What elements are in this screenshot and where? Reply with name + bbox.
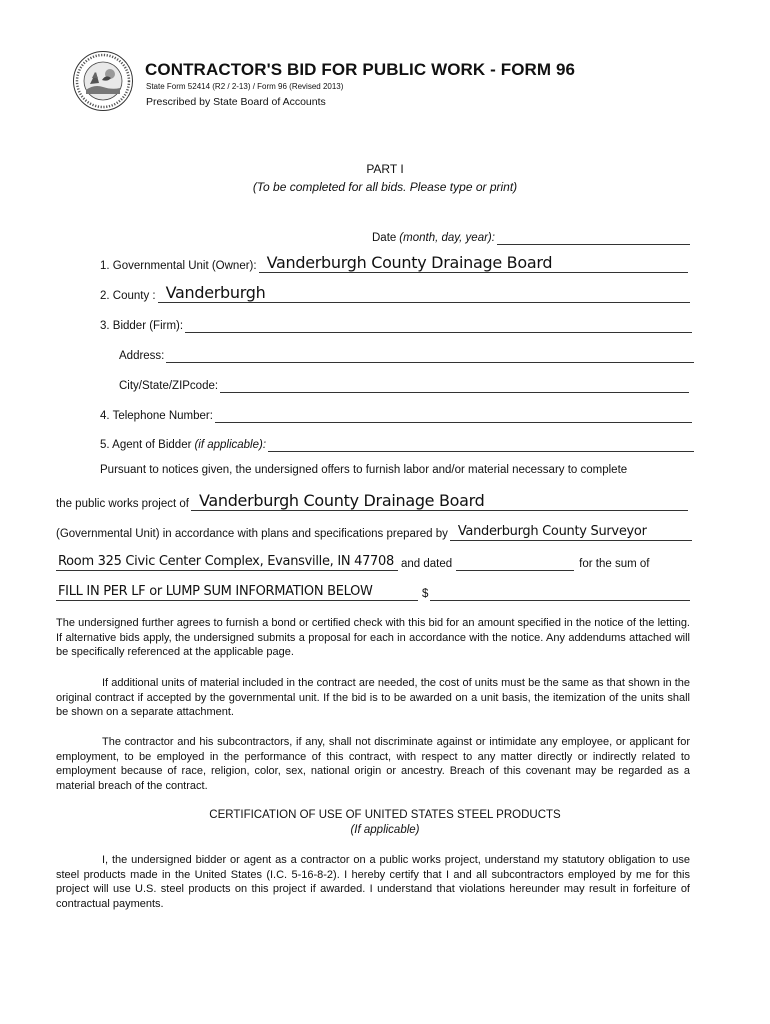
pursuant-line bbox=[100, 464, 627, 477]
sum-note-value: FILL IN PER LF or LUMP SUM INFORMATION BELOW bbox=[58, 584, 373, 599]
form-title: CONTRACTOR'S BID FOR PUBLIC WORK - FORM 96 bbox=[145, 60, 576, 79]
units-paragraph: If additional units of material included in the contract are needed, the cost of units must be the same as that shown in the original contract if accepted by the governmental unit. If the bid is to be awarded on a unit basis, the itemization of the units shall be shown on a separate attachment. bbox=[56, 677, 690, 718]
sum-note-field[interactable] bbox=[56, 584, 418, 601]
bond-paragraph: The undersigned further agrees to furnish a bond or certified check with this bid for an amount specified in the notice of the letting. If alternative bids apply, the undersigned submits a proposal for each in accordance with the notice. Any addendums attached will be specifically referenced at the applicable page. bbox=[56, 617, 690, 658]
agent-field[interactable] bbox=[268, 435, 694, 452]
agent-label: 5. Agent of Bidder bbox=[100, 439, 192, 451]
address-field[interactable] bbox=[166, 346, 694, 363]
project-value: Vanderburgh County Drainage Board bbox=[198, 491, 485, 510]
city-field[interactable] bbox=[220, 376, 689, 393]
dated-row bbox=[56, 554, 692, 571]
prepared-by-row bbox=[56, 524, 692, 541]
address-label: Address: bbox=[119, 350, 165, 362]
date-hint: (month, day, year): bbox=[399, 232, 495, 244]
bidder-label: 3. Bidder (Firm): bbox=[100, 320, 184, 332]
bidder-row bbox=[100, 316, 692, 333]
certification-sub: (If applicable) bbox=[350, 824, 420, 836]
steel-paragraph: I, the undersigned bidder or agent as a contractor on a public works project, understand my statutory obligation to use steel products made in the United States (I.C. 5-16-8-2). I hereby certify that I and all subcontractors employed by me for this project will use U.S. steel products on this project if awarded. I understand that violations hereunder may result in forfeiture of contractual payments. bbox=[56, 854, 690, 910]
date-label: Date bbox=[372, 232, 397, 244]
pursuant-text: Pursuant to notices given, the undersigned offers to furnish labor and/or material necessary to complete bbox=[100, 464, 628, 476]
project-field[interactable] bbox=[191, 491, 688, 511]
date-row bbox=[372, 228, 690, 245]
county-row bbox=[100, 283, 690, 303]
prepared-by-value: Vanderburgh County Surveyor bbox=[457, 524, 647, 539]
owner-value: Vanderburgh County Drainage Board bbox=[266, 253, 553, 272]
owner-row bbox=[100, 253, 688, 273]
prepared-address-field[interactable] bbox=[56, 554, 398, 571]
owner-label: 1. Governmental Unit (Owner): bbox=[100, 260, 257, 272]
sum-amount-field[interactable] bbox=[430, 584, 690, 601]
certification-heading: CERTIFICATION OF USE OF UNITED STATES STEEL PRODUCTS bbox=[209, 809, 561, 821]
county-label: 2. County : bbox=[100, 290, 156, 302]
gov-unit-label: (Governmental Unit) in accordance with plans and specifications prepared by bbox=[56, 528, 448, 540]
prepared-address-value: Room 325 Civic Center Complex, Evansville, IN 47708 bbox=[58, 554, 394, 569]
city-label: City/State/ZIPcode: bbox=[119, 380, 219, 392]
form-number: State Form 52414 (R2 / 2-13) / Form 96 (Revised 2013) bbox=[146, 82, 344, 91]
discrimination-paragraph: The contractor and his subcontractors, if any, shall not discriminate against or intimidate any employee, or applicant for employment, to be employed in the performance of this contract, with respect to any matter directly or indirectly related to employment because of race, religion, color, sex, national origin or ancestry. Breach of this covenant may be regarded as a material breach of the contract. bbox=[56, 736, 690, 792]
phone-field[interactable] bbox=[215, 406, 692, 423]
city-row bbox=[119, 376, 689, 393]
county-value: Vanderburgh bbox=[165, 283, 266, 302]
indiana-state-seal-icon bbox=[72, 50, 134, 112]
date-field[interactable] bbox=[497, 228, 690, 245]
project-row bbox=[56, 491, 688, 511]
phone-row bbox=[100, 406, 692, 423]
dated-label: and dated bbox=[401, 558, 453, 570]
sum-label: for the sum of bbox=[579, 558, 650, 570]
part-instruction: (To be completed for all bids. Please type or print) bbox=[252, 180, 518, 194]
county-field[interactable] bbox=[158, 283, 690, 303]
phone-label: 4. Telephone Number: bbox=[100, 410, 213, 422]
bidder-field[interactable] bbox=[185, 316, 692, 333]
owner-field[interactable] bbox=[259, 253, 688, 273]
agent-row bbox=[100, 435, 694, 452]
prepared-by-field[interactable] bbox=[450, 524, 692, 541]
prescribed-by: Prescribed by State Board of Accounts bbox=[146, 96, 326, 108]
part-heading: PART I bbox=[366, 162, 404, 176]
project-label: the public works project of bbox=[56, 498, 189, 510]
dated-field[interactable] bbox=[456, 554, 574, 571]
agent-hint: (if applicable): bbox=[194, 439, 267, 451]
sum-row bbox=[56, 584, 690, 601]
dollar-sign: $ bbox=[422, 588, 429, 600]
address-row bbox=[119, 346, 694, 363]
